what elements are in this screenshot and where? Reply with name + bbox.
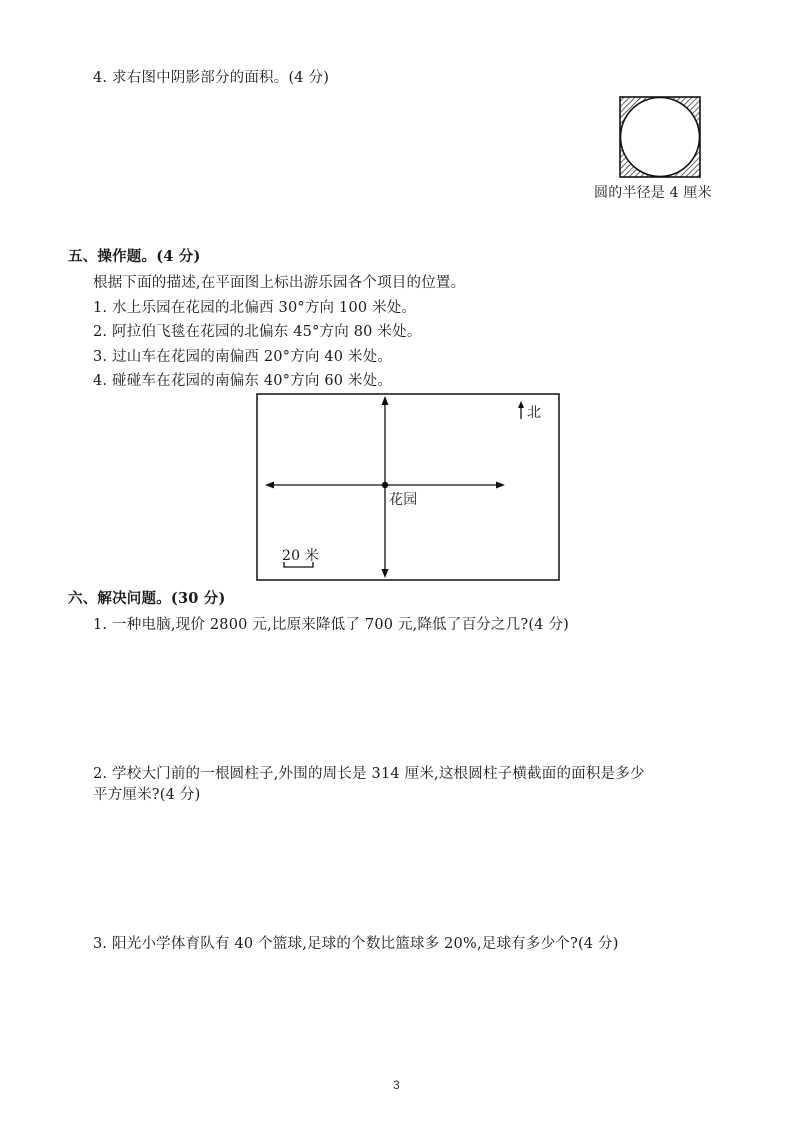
- north-arrowhead: [382, 396, 389, 405]
- problem-3: 3. 阳光小学体育队有 40 个篮球,足球的个数比篮球多 20%,足球有多少个?(4 分): [93, 936, 619, 952]
- north-label: 北: [527, 405, 542, 421]
- south-arrowhead: [382, 569, 389, 578]
- problem-1: 1. 一种电脑,现价 2800 元,比原来降低了 700 元,降低了百分之几?(4 分): [93, 617, 570, 633]
- section-5-item-3: 3. 过山车在花园的南偏西 20°方向 40 米处。: [93, 349, 393, 365]
- problem-2-line-1: 2. 学校大门前的一根圆柱子,外围的周长是 314 厘米,这根圆柱子横截面的面积是多少: [93, 766, 645, 782]
- section-5-item-1: 1. 水上乐园在花园的北偏西 30°方向 100 米处。: [93, 300, 417, 316]
- question-4-text: 4. 求右图中阴影部分的面积。(4 分): [93, 70, 330, 86]
- shaded-square-circle-figure: [619, 96, 701, 178]
- problem-2-line-2: 平方厘米?(4 分): [93, 787, 201, 803]
- section-5-item-4: 4. 碰碰车在花园的南偏东 40°方向 60 米处。: [93, 373, 393, 389]
- east-arrowhead: [496, 482, 505, 489]
- garden-center-point: [382, 482, 388, 488]
- figure-caption: 圆的半径是 4 厘米: [594, 185, 712, 201]
- section-5-item-2: 2. 阿拉伯飞毯在花园的北偏东 45°方向 80 米处。: [93, 324, 422, 340]
- section-5-intro: 根据下面的描述,在平面图上标出游乐园各个项目的位置。: [93, 275, 466, 291]
- section-6-heading: 六、解决问题。(30 分): [68, 590, 226, 607]
- garden-label: 花园: [389, 492, 418, 508]
- section-5-heading: 五、操作题。(4 分): [68, 248, 201, 265]
- west-arrowhead: [265, 482, 274, 489]
- scale-label: 20 米: [282, 548, 320, 564]
- page-number: 3: [393, 1078, 400, 1092]
